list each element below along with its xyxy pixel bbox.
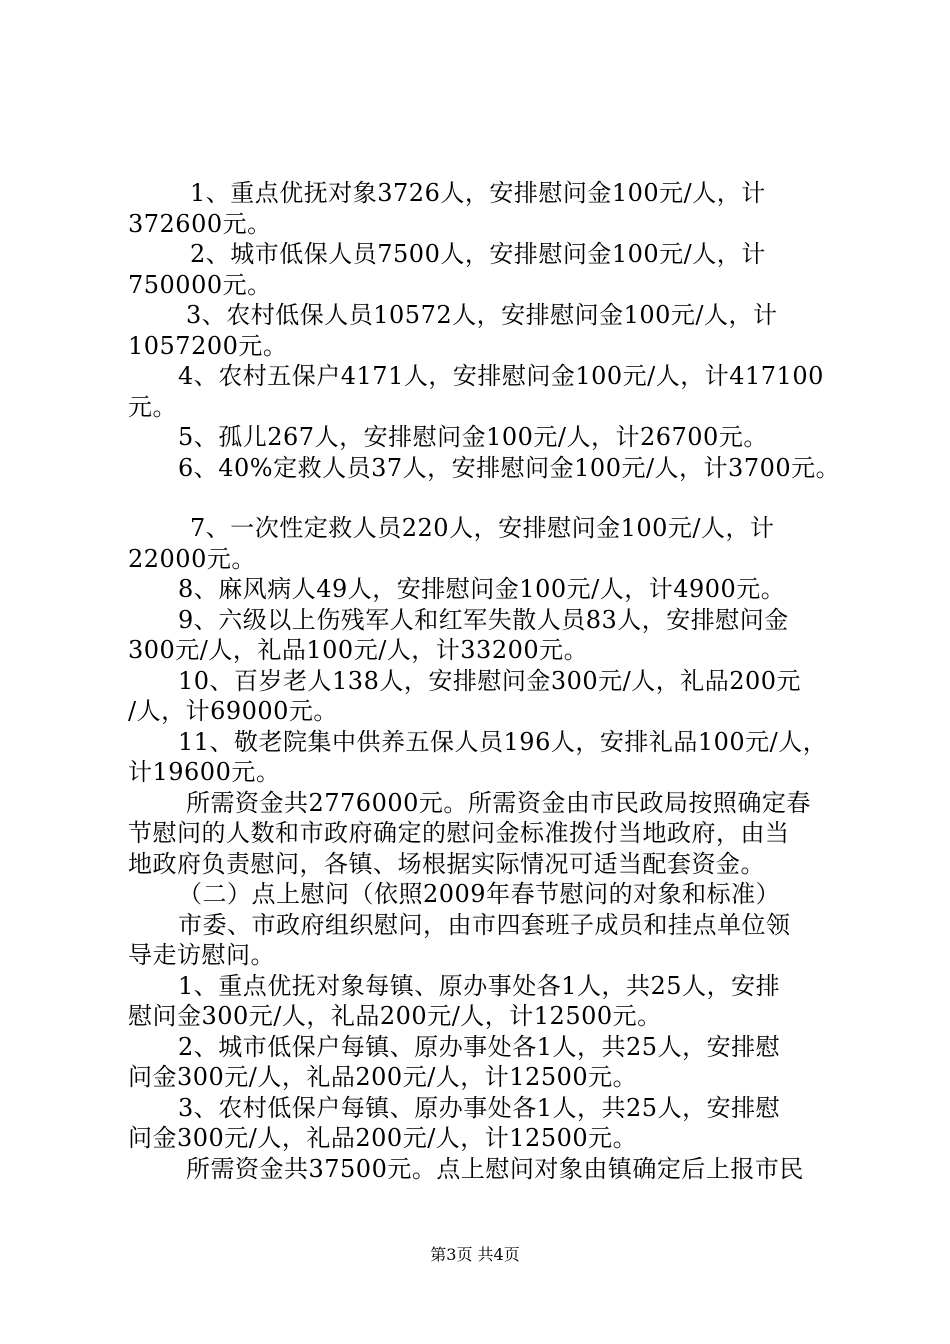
text-line: 2、城市低保人员7500人，安排慰问金100元/人，计	[190, 240, 766, 268]
text-line: 所需资金共2776000元。所需资金由市民政局按照确定春	[186, 789, 811, 817]
text-line: 2、城市低保户每镇、原办事处各1人，共25人，安排慰	[178, 1033, 781, 1061]
text-line: 1、重点优抚对象每镇、原办事处各1人，共25人，安排	[178, 972, 781, 1000]
text-line: 1、重点优抚对象3726人，安排慰问金100元/人，计	[190, 179, 766, 207]
text-line: /人，计69000元。	[128, 697, 338, 725]
text-line: 22000元。	[128, 545, 256, 573]
text-line: 5、孤儿267人，安排慰问金100元/人，计26700元。	[178, 423, 768, 451]
text-line: 9、六级以上伤残军人和红军失散人员83人，安排慰问金	[178, 606, 789, 634]
text-line: 1057200元。	[128, 332, 288, 360]
text-line: 导走访慰问。	[128, 941, 275, 969]
page-number-footer: 第3页 共4页	[430, 1245, 520, 1264]
text-line: 4、农村五保户4171人，安排慰问金100元/人，计417100	[178, 362, 824, 390]
text-line: 7、一次性定救人员220人，安排慰问金100元/人，计	[190, 514, 775, 542]
text-line: 3、农村低保人员10572人，安排慰问金100元/人，计	[186, 301, 778, 329]
text-line: 750000元。	[128, 271, 272, 299]
text-line: 元。	[128, 393, 177, 421]
text-line: 市委、市政府组织慰问，由市四套班子成员和挂点单位领	[178, 911, 791, 939]
text-line: 问金300元/人，礼品200元/人，计12500元。	[128, 1063, 638, 1091]
section-heading: （二）点上慰问（依照2009年春节慰问的对象和标准）	[178, 880, 781, 908]
text-line: 问金300元/人，礼品200元/人，计12500元。	[128, 1124, 638, 1152]
text-line: 300元/人，礼品100元/人，计33200元。	[128, 636, 589, 664]
text-line: 计19600元。	[128, 758, 281, 786]
text-line: 8、麻风病人49人，安排慰问金100元/人，计4900元。	[178, 575, 786, 603]
text-line: 地政府负责慰问，各镇、场根据实际情况可适当配套资金。	[128, 850, 765, 878]
text-line: 372600元。	[128, 210, 272, 238]
text-line: 6、40%定救人员37人，安排慰问金100元/人，计3700元。	[178, 454, 841, 482]
text-line: 慰问金300元/人，礼品200元/人，计12500元。	[128, 1002, 662, 1030]
text-line: 11、敬老院集中供养五保人员196人，安排礼品100元/人，	[178, 728, 828, 756]
text-line: 所需资金共37500元。点上慰问对象由镇确定后上报市民	[186, 1155, 804, 1183]
text-line: 节慰问的人数和市政府确定的慰问金标准拨付当地政府，由当	[128, 819, 790, 847]
text-line: 3、农村低保户每镇、原办事处各1人，共25人，安排慰	[178, 1094, 781, 1122]
text-line: 10、百岁老人138人，安排慰问金300元/人，礼品200元	[178, 667, 802, 695]
